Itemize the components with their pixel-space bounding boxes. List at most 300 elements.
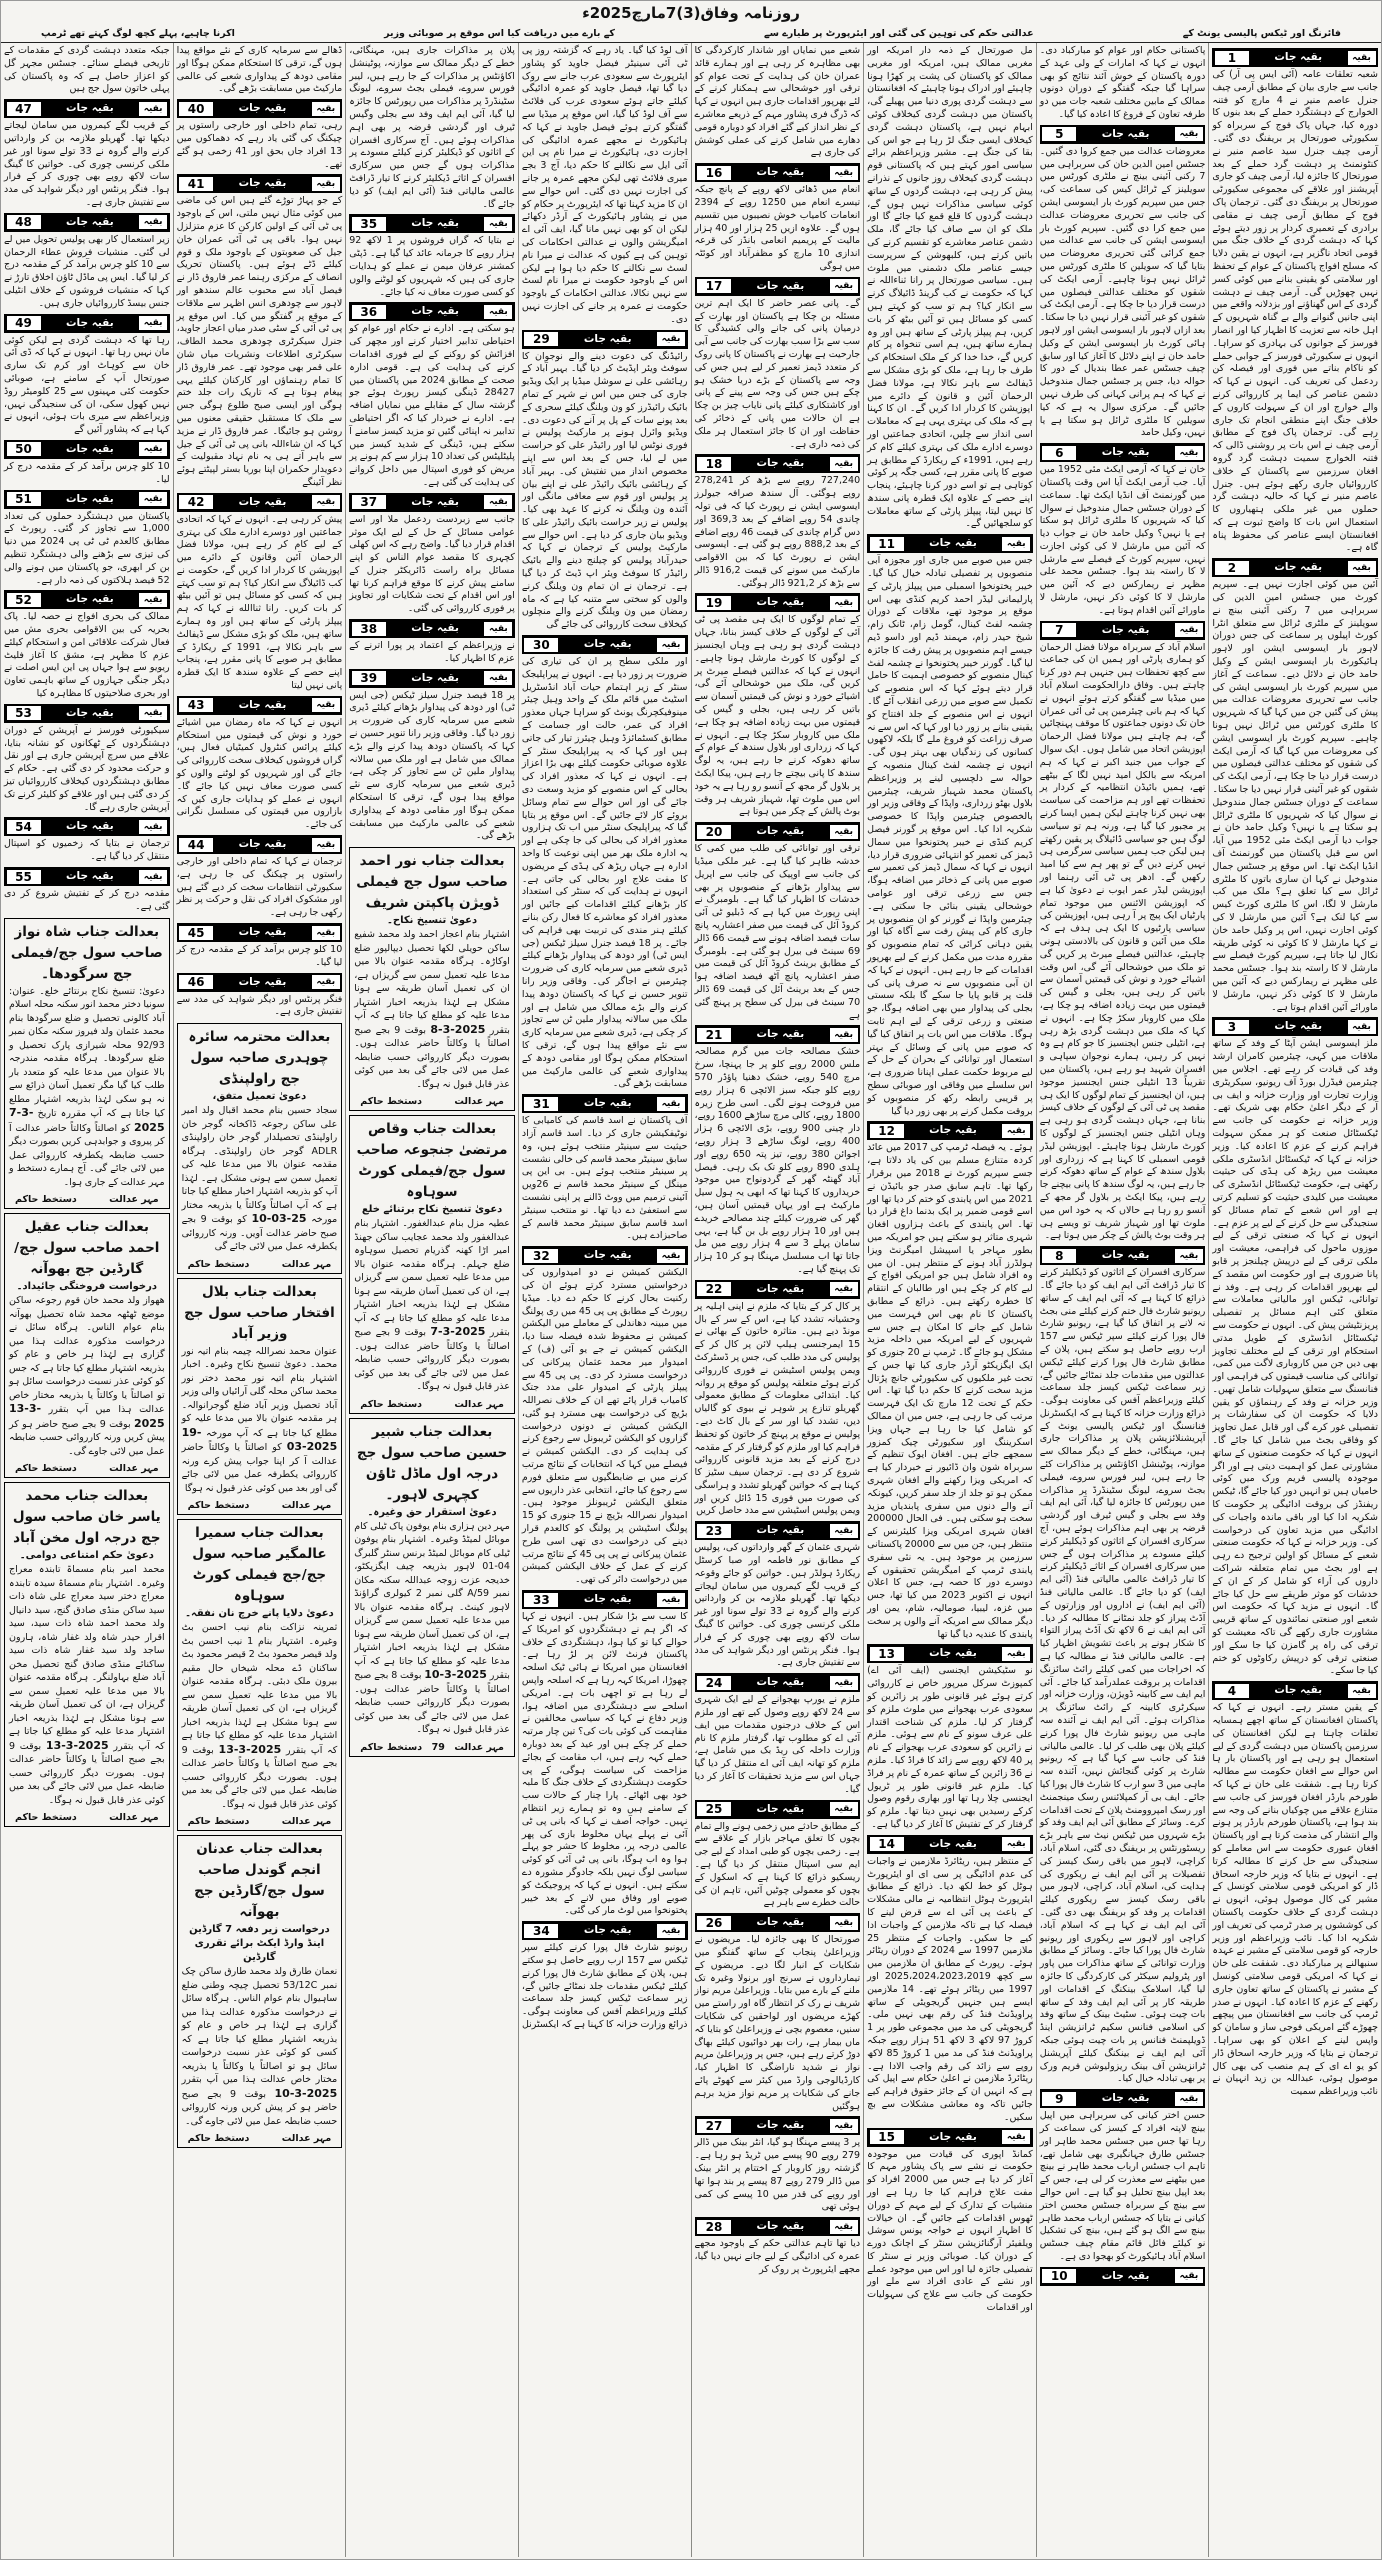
continuation-block-header	[349, 214, 515, 233]
continuation-block-header	[4, 440, 170, 459]
court-seal-label: مہر عدالت	[281, 1816, 332, 1828]
story-text: آئین میں کوئی اجازت نہیں ہے۔ سپریم کورٹ میں جسٹس امین الدین کی سربراہی میں 7 رکنی آئینی بینچ نے سویلینز کے ملٹری ٹرائل سے متعلق انٹرا کورٹ اپیلوں پر سماعت کی جس دوران لاہور بار ایسوسی ایشن اور لاہور ہائیکورٹ بار ایسوسی ایشن کے وکیل حامد خان نے دلائل دیے۔ سماعت کے آغاز میں سپریم کورٹ بار ایسوسی ایشن کی جانب سے تحریری معروضات عدالت میں پیش کی گئیں جن میں کہا گیا کہ شہریوں کا ملٹری کورٹس میں ٹرائل نہیں ہونا چاہیے۔ سپریم کورٹ بار ایسوسی ایشن کی معروضات میں کہا گیا کہ آرمی ایکٹ کی شقوں کو مختلف عدالتی فیصلوں میں درست قرار دیا جا چکا ہے، آرمی ایکٹ کی شقوں کو غیر آئینی قرار نہیں دیا جا سکتا۔ سماعت کے دوران جسٹس جمال مندوخیل نے سوال کیا کہ شہریوں کا ملٹری ٹرائل ہو سکتا ہے یا نہیں؟ وکیل حامد خان نے جواب دیا آرمی ایکٹ مئی 1952 میں آیا، اس سے قبل پاکستان میں گورنمنٹ آف انڈیا ایکٹ تھا۔ اس موقع پر جسٹس جمال مندوخیل نے کہا ان ساری باتوں کا ملٹری ٹرائل سے کیا تعلق ہے؟ ملک میں کب مارشل لا لگا، اس کا ملٹری کورٹ کیس سے کیا لنک ہے؟ آئین میں مارشل لا کی کوئی اجازت نہیں، اس پر وکیل حامد خان نے کہا مارشل لا کا کوئی نہ کوئی طریقہ نکال لیا جاتا ہے، سپریم کورٹ فیصلے سے مارشل لا کا راستہ بند ہوا۔ جسٹس محمد علی مظہر نے ریمارکس دیے کہ آئین میں مارشل لا کا کوئی ذکر نہیں، مارشل لا ماورائے آئین اقدام ہوتا ہے۔	[1212, 579, 1378, 1013]
story-text: سیکیورٹی فورسز نے آپریشن کے دوران دہشتگردوں کے ٹھکانوں کو نشانہ بنایا، علاقے میں سرچ آپریشن جاری ہے اور نقل و حرکت محدود کر دی گئی ہے۔ حکام کے مطابق دہشتگردوں کیخلاف کارروائیاں تیز کر دی گئی ہیں اور علاقے کو کلیئر کرنے تک آپریشن جاری رہے گا۔	[4, 724, 170, 813]
strip-fragment-2: عدالتی حکم کی توہین کی گئی اور ایئرپورٹ پر طیارے سے	[764, 28, 1034, 39]
court-notice-footer	[354, 1742, 510, 1753]
story-text: نو سٹیکیشن ایجنسی (ایف آئی اے) کمپوزٹ سرکل میرپور خاص نے کارروائی کرتے ہوئے غیر قانونی طور پر زائرین کو سعودی عرب بھجوانے میں ملوث ملزم کو گرفتار کر لیا۔ ملزم کی شناخت اقتدار علی عرف سونو کے نام سے ہوئی۔ ملزم نے زائرین کو سعودی عرب بھجوانے کے نام پر 40 لاکھ روپے سے زائد کا فراڈ کیا۔ ملزم نے 36 زائرین کے ساتھ عمرہ کے نام پر فراڈ کیا۔ ملزم غیر قانونی طور پر ٹریول ایجنسی چلا رہا تھا اور بھاری رقوم وصول کرکے رسیدیں بھی نہیں دیتا تھا۔ ملزم کو گرفتار کر کے تفتیش کا آغاز کر دیا گیا ہے۔	[867, 1665, 1033, 1830]
continuation-block-header	[695, 1673, 861, 1692]
court-notice-body: عنوان محمد نصراللہ چیمہ بنام اتیہ نور محمد۔ دعویٰ تنسیخ نکاح وغیرہ۔ اخبار اشتہار بنام اتیہ نور محمد دختر نور محمد ساکن محلہ گلی آرائیاں والی وزیر آباد تحصیل وزیر آباد ضلع گوجرانوالہ۔ ہر مقدمہ عنوان بالا میں مدعا علیہ کو مطلع کیا جاتا ہے کہ آپ مورخہ 19-03-2025 کو اصالتاً یا وکالتاً حاضر عدالت آ کر اپنا جواب پیش کرے ورنہ کارروائی یکطرفہ عمل میں لائی جائے گی اور بعد میں کوئی عذر قبول نہ ہوگا	[181, 1345, 338, 1494]
court-notice	[349, 1418, 515, 1757]
block-number: 16	[696, 165, 732, 181]
baqia-tag: بقیہ	[483, 670, 513, 686]
baqia-tag: بقیہ	[138, 491, 168, 507]
story-text: خان نے کہا کہ آرمی ایکٹ مئی 1952 میں آیا۔ جب آرمی ایکٹ آیا اس وقت پاکستان میں گورنمنٹ آف انڈیا ایکٹ تھا۔ سماعت کے دوران جسٹس جمال مندوخیل نے سوال کیا کہ شہریوں کا ملٹری ٹرائل ہو سکتا ہے یا نہیں؟ وکیل حامد خان نے جواب دیا کہ آئین میں مارشل لا کی کوئی اجازت نہیں، سپریم کورٹ کے فیصلے سے مارشل لا کا راستہ بند ہوا۔ جسٹس محمد علی مظہر نے ریمارکس دیے کہ آئین میں مارشل لا کا کوئی ذکر نہیں، مارشل لا ماورائے آئین اقدام ہوتا ہے۔	[1039, 464, 1206, 616]
baqiajaat-label: بقیہ جات	[1274, 51, 1323, 63]
continuation-block-header	[522, 1094, 688, 1113]
story-text: خشک مصالحہ جات میں گرم مصالحہ ملس 2000 روپے کلو پر جا پہنچا، سرخ مرچ 540 روپے، خشک دھنیا پاؤڈر 570 روپے کلو جبکہ سبز الائچی 6 ہزار روپے میں فروخت ہونے لگی۔ اسی طرح زیرہ 1800 روپے، کالی مرچ ساڑھے 1600 روپے، دار چینی 900 روپے، بڑی الائچی 6 ہزار 400 روپے، لونگ ساڑھے 3 ہزار روپے، اجوائن 380 روپے، تیز پتہ 650 روپے اور ہلدی 890 روپے کلو تک بک رہی۔ فیصل آباد گھنٹہ گھر کے گردونواح میں موجود خریداروں کا کہنا تھا کہ ابھی یہ ہول سیل مارکیٹ ہے اور یہاں قیمتیں آسان ہیں، گھر کی ضرورت کیلئے چند مصالحے خریدے ہیں اور 10 ہزار روپے بل بن گیا ہے، یہی سامان پہلے 3 سے 4 ہزار روپے میں مل جاتا تھا اب مسلسل مہنگا ہو کر 10 ہزار تک پہنچ گیا ہے۔	[694, 1046, 861, 1275]
continuation-block-header	[1212, 1017, 1378, 1036]
baqiajaat-label: بقیہ جات	[756, 1676, 805, 1689]
baqia-tag: بقیہ	[311, 494, 341, 510]
story-text: ملزم نے یورپ بھجوانے کے لیے ایک شہری سے 24 لاکھ روپے وصول کیے تھے اور ملزم اس کے خلاف درجنوں مقدمات میں ایف آئی اے کو مطلوب تھا، گرفتار ملزم کا نام وزارت داخلہ کی ریڈ بک میں شامل ہے، ملزم کو تھانہ ایف آئی اے منتقل کر دیا گیا جہاں اس سے مزید تحقیقات کا آغاز کر دیا گیا۔	[694, 1694, 861, 1795]
continuation-block-header	[4, 99, 170, 118]
block-number: 6	[1041, 445, 1077, 461]
baqia-tag: بقیہ	[829, 595, 859, 611]
block-number: 29	[523, 331, 559, 347]
baqiajaat-label: بقیہ جات	[929, 1837, 977, 1850]
story-text: کے تمام لوگوں کا ایک ہی مقصد پی ٹی آئی کے لوگوں کے خلاف کیسز بنانا، جہاں دہشت گردی ہو رہی ہے وہاں ایجنسیز کے لوگوں کا کورٹ مارشل ہونا چاہیے۔ انہوں نے کہا کہ عدالتیں فیصلے میرٹ پر کریں گی، ملک میں خوشحالی آئے گی، اشیائے خورد و نوش کی قیمتیں آسمان سے باتیں کر رہی ہیں، بجلی و گیس کی قیمتوں میں بہت زیادہ اضافہ ہو چکا ہے، ملک میں کاروبار سکڑ چکا ہے۔ انہوں نے کہا کہ زرداری اور بلاول سندھ کے عوام کے ساتھ دھوکہ کرنے جا رہے ہیں، یہ لوگ سندھ کا پانی بیچتے جا رہے ہیں، پیکا ایکٹ پر بلاول گر مجھ کے آنسو رو رہا ہے یہ خود اس میں ملوث تھا، شہباز شریف ہر وقت بوٹ پالش کے چکر میں ہوتا ہے	[694, 614, 861, 818]
baqia-tag: بقیہ	[829, 278, 859, 294]
story-text: اور ملکی سطح پر ان کی تیاری کی ضرورت پر زور دیا ہے۔ انہوں نے پیراپلیجک سنٹر کے زیر اہتمام حیات آباد انڈسٹریل اسٹیٹ میں قائم ملک کے واحد وہیل چیئر مینوفیکچرنگ یونٹ کو سراہا جہاں معذور افراد کی عمر، حالت اور جسامت کے مطابق کسٹمائزڈ وہیل چیئرز تیار کی جاتی ہیں اور کہا کہ یہ پیراپلیجک سنٹر کے علاوہ صوبائی حکومت کیلئے بھی بڑا اعزاز ہے۔ انہوں نے کہا کہ معذور افراد کی بحالی کے اس منصوبے کو مزید وسعت دی جائے گی اور اس حوالے سے تمام وسائل بروئے کار لائے جائیں گے۔ اس موقع پر بتایا گیا کہ پیراپلیجک سنٹر میں اب تک ہزاروں معذور افراد کی بحالی کی جا چکی ہے اور یہ ادارہ ملک بھر میں اپنی نوعیت کا واحد ادارہ ہے جہاں ریڑھ کی ہڈی کے مریضوں کا مفت علاج اور بحالی کی جاتی ہے۔ انہوں نے ہدایت کی کہ سنٹر کی استعداد کار بڑھانے کیلئے اقدامات کیے جائیں اور معذور افراد کو معاشرے کا فعال رکن بنانے کیلئے ہنر مندی کی تربیت بھی فراہم کی جائے۔ پر 18 فیصد جنرل سیلز ٹیکس (جی ایس ٹی) اور دودھ کی پیداوار بڑھانے کیلئے ڈیری شعبے میں سرمایہ کاری کی ضرورت چیئرمین نے اجاگر کی۔ وفاقی وزیر رانا تنویر حسین نے کہا کہ پاکستان دودھ پیدا کرنے والے بڑے ممالک میں شامل ہے اور ملک میں سالانہ پیداوار ملین ٹن سے تجاوز کر چکی ہے، ڈیری شعبے میں سرمایہ کاری سے نئے مواقع پیدا ہوں گے، ترقی کا استحکام ممکن ہوگا اور مقامی دودھ کے پیداواری شعبے کی عالمی مارکیٹ میں مسابقت بڑھے گی۔	[521, 656, 688, 1090]
block-number: 12	[869, 1123, 905, 1139]
block-number: 17	[696, 278, 732, 294]
baqiajaat-label: بقیہ جات	[583, 1249, 632, 1262]
baqia-tag: بقیہ	[656, 331, 686, 347]
story-text: نے بتایا کہ گراں فروشوں پر 1 لاکھ 92 ہزار روپے کا جرمانہ عائد کیا گیا ہے۔ ڈپٹی کمشنر عرفان میمن نے عملے کو ہدایات جاری کی ہیں کہ شہریوں کو لوٹنے والوں کو کسی صورت معاف نہ کیا جائے۔	[349, 235, 515, 298]
baqia-tag: بقیہ	[1174, 2268, 1204, 2284]
continuation-block-header	[695, 822, 861, 841]
continuation-block-header	[177, 493, 343, 512]
court-notice-footer	[354, 1399, 510, 1410]
court-notice-header: بعدالت جناب وقاص مرتضیٰ جنجوعہ صاحب سول جج/فیملی کورٹ سوہاوہ	[356, 1121, 508, 1201]
baqia-tag: بقیہ	[483, 494, 513, 510]
baqiajaat-label: بقیہ جات	[929, 1124, 977, 1137]
court-sign-label: دستخط حاکم	[360, 1096, 423, 1108]
continuation-block-header	[867, 1835, 1033, 1854]
story-text: معروضات عدالت میں جمع کروا دی گئیں۔ جسٹس امین الدین خان کی سربراہی میں 7 رکنی آئینی بینچ نے ملٹری کورٹس میں سویلینز کے ٹرائل کیس کی سماعت کی، جس میں سپریم کورٹ بار ایسوسی ایشن کی جانب سے تحریری معروضات عدالت میں جمع کرا دی گئیں۔ سپریم کورٹ بار ایسوسی ایشن کی جانب سے عدالت میں جمع کرائی گئی تحریری معروضات میں بتایا گیا کہ سویلین کا ملٹری کورٹس میں ٹرائل نہیں ہونا چاہیے۔ آرمی ایکٹ کی شقوں کو مختلف عدالتی فیصلوں میں درست قرار دیا جا چکا ہے۔ آرمی ایکٹ کی شقوں کو غیر آئینی قرار نہیں دیا جا سکتا۔ بعد ازاں لاہور بار ایسوسی ایشن اور لاہور ہائی کورٹ بار ایسوسی ایشن کے وکیل حامد خان نے اپنے دلائل کا آغاز کیا اور سابق چیف جسٹس عمر عطا بندیال کے دور کا حوالہ دیا، جس پر جسٹس جمال مندوخیل نے کہا کہ ہم پرانی کہانی کی طرف نہیں جائیں گے۔ مرکزی سوال یہ ہے کہ کیا سویلین کا ملٹری ٹرائل ہو سکتا ہے یا نہیں، وکیل حامد	[1039, 145, 1206, 439]
baqia-tag: بقیہ	[1347, 560, 1377, 576]
court-notice	[177, 1835, 343, 2148]
block-number: 40	[178, 101, 214, 117]
court-notice-body: ثمرینہ نزاکت بنام نیب احسن بٹ وغیرہ۔ اشتہار بنام 1 نیب احسن بٹ ولد قیصر محمود بٹ 2 قیصر محمود بٹ ساکنان ڈے محلہ شیخاں حال مقیم بیرون ملک دبئی۔ ہرگاہ مقدمہ عنوان بالا میں مدعا علیہ تعمیل سمن سے گریزاں ہے، ان کی تعمیل آسان طریقہ سے ہونا مشکل ہے لہٰذا بذریعہ اخبار اشتہار مدعا علیہ کو مطلع کیا جاتا ہے کہ آپ بتقرر 13-3-2025 بوقت 9 بجے صبح اصالتاً یا وکالتاً حاضر عدالت ہوں۔ بصورت دیگر کارروائی حسب ضابطہ عمل میں لائی جائے گی بعد میں کوئی عذر قابل قبول نہ ہوگا۔	[181, 1622, 338, 1810]
continuation-text: آف لوڈ کیا گیا۔ یاد رہے کہ گزشتہ روز پی ٹی آئی سینیٹر فیصل جاوید کو پشاور ایئرپورٹ سے سعودی عرب جانے سے روک دیا گیا تھا، فیصل جاوید کو عمرہ ادائیگی کیلئے جاتے ہوئے سعودی عرب کی فلائٹ سے آف لوڈ کیا گیا، اس موقع پر میڈیا سے گفتگو کرتے ہوئے فیصل جاوید نے کہا کہ ہائیکورٹ نے مجھے عمرہ ادائیگی کی اجازت دی، ہائیکورٹ نے میرا نام پی این آئی ایل سے نکالنے کا حکم دیا، آج 3 بجے میری فلائٹ تھی لیکن مجھے عمرہ پر جانے کی اجازت نہیں دی گئی۔ اس حوالے سے ان کا مزید کہنا تھا کہ ایئرپورٹ پر حکام کو میں نے پشاور ہائیکورٹ کے آرڈر دکھائے لیکن ان کو بھی نہیں مانا گیا، ایف آئی اے امیگریشن والوں نے عدالتی احکامات کی توہین کی ہے کیوں کہ عدالت نے میرا نام لسٹ سے نکالنے کا حکم دیا ہوا ہے لیکن اس کے باوجود حکومت نے میرا نام لسٹ سے نہیں نکالا، عدالتی احکامات کے باوجود حکومت نے عمرہ پر جانے کی اجازت نہیں دی۔	[521, 45, 688, 325]
continuation-block-header	[522, 1921, 688, 1940]
court-notice-footer	[182, 1259, 338, 1270]
continuation-block-header	[1040, 621, 1206, 640]
continuation-block-header	[867, 1121, 1033, 1140]
continuation-block-header	[695, 277, 861, 296]
strip-fragment-4: اکرنا چاہیے، پہلے کچھ لوگ کہتے تھے ٹرمپ	[41, 28, 235, 39]
baqiajaat-label: بقیہ جات	[411, 671, 459, 684]
baqiajaat-label: بقیہ جات	[411, 495, 459, 508]
baqiajaat-label: بقیہ جات	[756, 1028, 805, 1041]
court-seal-label: مہر عدالت	[109, 1812, 159, 1824]
notice-date: 13-3-2025	[218, 1742, 282, 1756]
baqia-tag: بقیہ	[138, 705, 168, 721]
court-notice-subheader: درخواست زیر دفعہ 7 گارڈین اینڈ وارڈ ایکٹ برائے تقرری گارڈین	[189, 1924, 330, 1964]
continuation-block-header	[349, 619, 515, 638]
top-continuation-strip	[1, 25, 1381, 43]
story-text: شعبہ تعلقات عامہ (آئی ایس پی آر) کی جانب سے جاری بیان کے مطابق آرمی چیف جنرل عاصم منیر نے 4 مارچ کو فتنہ الخوارج کے دہشتگرد حملے کے بعد بنوں کا دورہ کیا، جہاں پاک فوج کے سربراہ کو سکیورٹی صورتحال پر بریفنگ دی گئی۔ آرمی چیف جنرل سید عاصم منیر نے کنٹونمنٹ پر دہشت گرد حملے کے بعد صورتحال کا جائزہ لیا، آرمی چیف کو جاری آپریشنز اور علاقے کی مجموعی سکیورٹی صورتحال پر بریفنگ دی گئی۔ ترجمان پاک فوج کے مطابق آرمی چیف نے مقامی برادری کے تعمیری کردار پر زور دیتے ہوئے کہا کہ دہشت گردی کے خلاف جنگ میں قومی اتحاد ناگزیر ہے، انہوں نے یقین دلایا کہ مسلح افواج پاکستان کے عوام کے تحفظ اور سلامتی کو یقینی بنانے میں کوئی کسر نہیں چھوڑیں گی۔ آرمی چیف نے دہشت گردی کے اس گھناؤنے اور بزدلانہ واقعے میں اپنی جانیں گنوانے والے بے گناہ شہریوں کے اہل خانہ سے تعزیت کا اظہار کیا اور انصار فورسز کے جوانوں کی بہادری کو سراہا۔ انہوں نے سکیورٹی فورسز کے جوابی حملے کو ناکام بناتے میں فوری اور فیصلہ کن ردعمل کی تعریف کی۔ انہوں نے کہا کہ دشمن عناصر کی ایما پر کارروائی کرنے والے خوارج اور ان کے سہولت کاروں کے خلاف جنگ اپنے منطقی انجام تک جاری رہے گی۔ ترجمان پاک فوج کے مطابق آرمی چیف نے اس بات پر روشنی ڈالی کہ فتنہ الخوارج سمیت دہشت گرد گروہ افغان سرزمین سے پاکستان کے خلاف کارروائیاں جاری رکھے ہوئے ہیں۔ جنرل عاصم منیر نے کہا کہ حالیہ دہشت گرد حملوں میں غیر ملکی ہتھیاروں کا استعمال اس بات کا واضح ثبوت ہے کہ افغانستان ایسے عناصر کی محفوظ پناہ گاہ ہے۔	[1212, 69, 1378, 554]
baqia-tag: بقیہ	[1001, 1646, 1031, 1662]
block-number: 27	[696, 2118, 732, 2134]
block-number: 32	[523, 1248, 559, 1264]
baqiajaat-label: بقیہ جات	[1274, 561, 1323, 574]
block-number: 14	[869, 1836, 905, 1852]
continuation-text: جبکہ متعدد دہشت گردی کے مقدمات کے تاریخی فیصلے سنائے۔ جسٹس مجہر گل کو اعزاز حاصل ہے کہ وہ پاکستان کی پہلی خاتون سول جج ہیں	[4, 45, 170, 95]
block-number: 39	[351, 670, 387, 686]
baqia-tag: بقیہ	[311, 925, 341, 941]
story-text: پیش کر رہی ہے۔ انہوں نے کہا کہ اتحادی جماعتیں اور دوسرے ادارے ملک کی بہتری کے لیے کام کر رہے ہیں، مولانا فضل الرحمان آئین وقانون کے دائرے میں اپوزیشن کا کردار ادا کریں گے، حکومت نے کب ڈائیلاگ سے انکار کیا؟ ہم تو سب کہتے ہیں کہ کسی کو مسائل ہیں تو آئیں بیٹھ کر بات کریں۔ رانا ثناالله نے کہا کہ ہم پیپلز پارٹی کے ساتھ ہیں اور وہ ہمارے ساتھ ہیں، ملک کو بڑی مشکل سے ڈیفالٹ سے باہر نکالا ہے، 1991 کے ریکارڈ کے مطابق ہر صوبے کا پانی مقرر ہے، پنجاب اپنے حصے کے علاوہ سندھ کا ایک قطرہ پانی نہیں لیتا	[176, 513, 343, 692]
court-notice	[177, 1278, 343, 1516]
continuation-block-header	[1040, 2267, 1206, 2286]
continuation-block-header	[867, 1644, 1033, 1663]
block-number: 41	[178, 176, 214, 192]
court-notice-footer	[182, 1816, 338, 1827]
baqia-tag: بقیہ	[311, 837, 341, 853]
block-number: 31	[523, 1096, 559, 1112]
court-sign-label: دستخط حاکم	[187, 1816, 250, 1828]
baqia-tag: بقیہ	[1174, 1248, 1204, 1264]
continuation-block-header	[177, 174, 343, 193]
baqiajaat-label: بقیہ جات	[65, 316, 114, 329]
court-sign-label: دستخط حاکم	[15, 1194, 77, 1206]
baqiajaat-label: بقیہ جات	[756, 1802, 805, 1815]
court-notice-footer	[354, 1096, 510, 1107]
baqiajaat-label: بقیہ جات	[1101, 623, 1150, 636]
continuation-block-header	[695, 1913, 861, 1932]
block-number: 26	[696, 1915, 732, 1931]
block-number: 24	[696, 1675, 732, 1691]
continuation-block-header	[177, 923, 343, 942]
baqia-tag: بقیہ	[483, 621, 513, 637]
continuation-block-header	[867, 534, 1033, 553]
baqia-tag: بقیہ	[656, 1248, 686, 1264]
block-number: 37	[351, 494, 387, 510]
story-text: حسن اختر کیانی کی سربراہی میں اپیل بینچ لاپتہ افراد کے کیسز کی سماعت کر رہا تھا جس میں جسٹس محمد طاہر اور جسٹس طارق جہانگیری بھی شامل تھے، تاہم اب جسٹس ارباب محمد طاہر نے بینچ میں بیٹھنے سے معذرت کر لی ہے، جس کے بعد اپیل بینچ تحلیل ہو گیا ہے۔ اس حوالے سے بینچ کے سربراہ جسٹس محسن اختر کیانی نے بتایا کہ جسٹس ارباب محمد طاہر بینچ سے الگ ہو گئے ہیں، بینچ کی تشکیل نو کیلئے فائل قائم مقام چیف جسٹس اسلام آباد ہائیکورٹ کو بھجوا دی ہے۔	[1039, 2110, 1206, 2262]
court-notice	[349, 1115, 515, 1414]
baqia-tag: بقیہ	[311, 974, 341, 990]
story-text: کے جو پہاڑ توڑے گئے ہیں اس کی ماضی میں کوئی مثال نہیں ملتی، اس کے باوجود پی ٹی آئی کے اولین کارکن کا عزم متزلزل نہیں ہوا۔ باقی پی ٹی آئی عمران خان جیل کی صعوبتوں کے باوجود ملک و قوم کیلئے ڈٹے ہوئے ہیں۔ پاکستان تحریک انصاف کے مرکزی رہنما عمر فاروق ڈار نے فیصل آباد سے محبوب عالم سندھو اور لاہور سے چودھری انس اظہر سے ملاقات کے موقع پر گفتگو میں کیا۔ اس موقع پر پی ٹی آئی کے سٹی صدر میاں اعجاز جاوید، جنرل سیکرٹری چودھری محمد الطاف، سیکرٹری اطلاعات ونشریات میاں شان علی قمر بھی موجود تھے۔ عمر فاروق ڈار کا تمام رہنماؤں اور کارکنان کیلئے یہی پیغام ہوتا ہے کہ تاریک رات جلد ختم ہوگی اور ایسی صبح طلوع ہوگی جس سے ملک کا مستقبل حقیقی معنوں میں روشن ہو جائیگا۔ عمر فاروق ڈار نے مزید کہا کہ ان شاءاللہ بانی پی ٹی آئی کے جیل سے باہر آتے ہی یہ نام نہاد مقبولیت کے دعویدار حکمران اپنا بوریا بستر لپیٹتے ہوئے نظر آئینگے	[176, 195, 343, 488]
baqiajaat-label: بقیہ جات	[756, 2119, 805, 2132]
baqia-tag: بقیہ	[1001, 1123, 1031, 1139]
court-notice-body: عطیہ مزل بنام عبدالغفور۔ اشتہار بنام عبدالغفور ولد محمد عجایب ساکن جھنڈ امیر اڑا کھنہ گذریام تحصیل سوہاوہ ضلع جہلم۔ ہرگاہ مقدمہ عنوان بالا میں مدعا علیہ تعمیل سمن سے گریزاں ہے، ان کی تعمیل آسان طریقہ سے ہونا مشکل ہے لہٰذا بذریعہ اخبار اشتہار مدعا علیہ کو مطلع کیا جاتا ہے کہ آپ بتقرر 7-3-2025 بوقت 9 بجے صبح اصالتاً یا وکالتاً حاضر عدالت ہوں۔ بصورت دیگر کارروائی حسب ضابطہ عمل میں لائی جائے گی بعد میں کوئی عذر قابل قبول نہ ہوگا۔	[354, 1218, 510, 1393]
baqiajaat-label: بقیہ جات	[238, 102, 287, 115]
baqia-tag: بقیہ	[829, 456, 859, 472]
baqiajaat-label: بقیہ جات	[756, 2220, 805, 2233]
block-number: 50	[6, 441, 42, 457]
story-text: سرکاری افسران کے اثاثوں کو ڈیکلیئر کرنے کا تیار ڈرافٹ آئی ایم ایف کو دیا جائے گا۔ ذرائع کا کہنا ہے کہ آئی ایم ایف کے ساتھ ریونیو شارٹ فال ختم کرنے کیلئے منی بجٹ نہ لانے پر اتفاق کیا گیا ہے، ریونیو شارٹ فال پورا کرنے کیلئے سپر ٹیکس سے 157 ارب روپے حاصل ہو سکتے ہیں، پلان کے مطابق شارٹ فال پورا کرنے کیلئے ٹیکس عدالتوں میں مقدمات جلد نمٹائے جائیں گے، زیر سماعت ٹیکس کیسز جلد سماعت کیلئے وزیراعظم آفس کی معاونت ہوگی۔ ذرائع وزارت خزانہ کا کہنا ہے کہ ایکسٹرنل فنانسنگ اور ٹیکس پالیسی یونٹ کے آپریشنلائزیشن پلان پر مذاکرات جاری ہیں، مہنگائی، خطے کے دیگر ممالک سے موازنہ، پوٹینشل اکاؤنٹس پر مذاکرات کئے جا رہے ہیں، لیبر فورس سروے، فیملی بجٹ سروے، لیونگ سٹینڈرڈ پر مذاکرات میں رپورٹس کا جائزہ لیا گیا، آئی ایم ایف وفد سے بجلی و گیس ٹیرف اور گردشی قرضہ پر بھی اہم مذاکرات ہوئے ہیں، آج سرکاری افسران کے اثاثوں کو ڈیکلیئر کرنے کیلئے مسودے پر مذاکرات ہوں گے جس میں سرکاری افسران کے اثاثے ڈیکلیئر کرنے کا تیار ڈرافٹ عالمی مالیاتی فنڈ (آئی ایم ایف) کو دیا جائے گا۔ عالمی مالیاتی فنڈ (آئی ایم ایف) نے اداروں اور وزارتوں کے آڈٹ پیراز کو جلد نمٹانے کا مطالبہ کر دیا۔ آئی ایم ایف نے 6 لاکھ تک آڈٹ پیراز التواء کا شکار ہونے پر باعث تشویش اظہار کیا ہے۔ عالمی مالیاتی فنڈ نے مطالبہ کیا ہے کہ اخراجات میں کمی کیلئے رائٹ سائزنگ اقدامات پر بروقت عملدرآمد کیا جائے۔ آئی ایم ایف سے کابینہ ڈویژن، وزارت خزانہ اور سیکرٹری کابینہ کے رائٹ سائزنگ پر مذاکرات ہوئے۔ آئی ایم ایف نے آئندہ سہ ماہی میں ریونیو شارٹ فال پورا کرنے کیلئے پلان بھی طلب کر لیا۔ عالمی مالیاتی فنڈ کی جانب سے کہا گیا ہے کہ ریونیو شارٹ پر کوئی گنجائش نہیں، آئندہ سہ ماہی میں 3 سو ارب کا شارٹ فال پورا کیا جائے۔ ایف بی آر کمپلائنس رسک مینجمنٹ اور رسک امپروومنٹ پلان کے تحت اقدامات کرے۔ وسائز کے مطابق آئی ایم ایف وفد کو بڑے شہروں میں ٹیکس نیٹ سے باہر بڑے ریسٹورنٹس پر بریفنگ دی گئی، اسلام آباد، کراچی، لاہور میں باقی رسک کیسز کی تفصیلات پر آئی ایم ایف نے ریکوری کی ہدایت کی، اسلام آباد، کراچی، لاہور میں باقی رسک کیسز سے ریکوری کیلئے اقدامات پر وفد کو بریفنگ بھی دی گئی۔ آئی ایم ایف نے کہا ہے کہ اسلام آباد، کراچی اور لاہور سے ریکوری اور ریونیو شارٹ فال پورا کیا جائے۔ وسائز کے مطابق وزارت توانائی کے ساتھ مذاکرات میں پاور اور پٹرولیم سیکٹر کی کارکردگی کا جائزہ لیا گیا، اسلامک بینکنگ کے اقدامات اور طریقہ کار پر آئی ایم ایف وفد کے ساتھ بات چیت ہوئی۔ سٹیٹ بینک کے ساتھ وفد کی اسلامی فنانس سکیم ٹرانزیشن اینڈ ڈویلپمنٹ فنانس پر بات چیت ہوئی جبکہ آئی ایم ایف نے بینکنگ کیلئے آپریشنل ٹرانزیشن آف بینک ریزولیوشن فریم ورک پر بھی تبادلہ خیال کیا۔	[1039, 1267, 1206, 2085]
court-notice-subheader: دعویٰ تنسیخ نکاح۔	[387, 915, 478, 927]
baqiajaat-label: بقیہ جات	[65, 820, 114, 833]
baqiajaat-label: بقیہ جات	[1101, 446, 1150, 459]
baqiajaat-label: بقیہ جات	[1101, 1249, 1150, 1262]
baqiajaat-label: بقیہ جات	[929, 537, 977, 550]
continuation-block-header	[1040, 1246, 1206, 1265]
court-notice-body: ھھواز ولد محمد خان قوم رجوعہ ساکن موضع ٹھٹھہ محمد شاہ تحصیل بھوآنہ بنام عوام الناس۔ ہرگاہ سائل نے درخواست مذکورہ عدالت ہذا میں گزاری ہے لہٰذا ہر خاص و عام کو بذریعہ اشتہار مطلع کیا جاتا ہے کہ جس کو کوئی عذر نسبت درخواست سائل ہو تو اصالتاً یا وکالتاً یا بذریعہ مختار خاص عدالت ہذا میں آپ بتقرر 13-3-2025 بوقت 9 بجے صبح حاضر ہو کر پیش کریں ورنہ کارروائی حسب ضابطہ عمل میں لائی جاوے گی۔	[9, 1295, 165, 1457]
block-number: 2	[1214, 560, 1250, 576]
baqiajaat-label: بقیہ جات	[65, 593, 114, 606]
story-text: گے۔ پانی عصر حاضر کا ایک اہم ترین مسئلہ بن چکا ہے پاکستان اور بھارت کے درمیان پانی کی جانے والی کشیدگی کا سب سے بڑا سبب بھارت کی جانب سے آبی جارحیت ہے بھارت نے پاکستان کا پانی روک کر متعدد ڈیمز تعمیر کر لیے ہیں جس کی وجہ سے پاکستان کے بڑے دریا خشک ہو چکے ہیں جس کی وجہ سے پینے کے پانی اور کاشتکاری کیلئے پانی نایاب چیز بن چکا ہے ان حالات میں پانی کے ذخائر کی حفاظت اور ان کا جائز استعمال ہر ملک کی ذمہ داری ہے۔	[694, 297, 861, 450]
court-sign-label: دستخط حاکم	[15, 1812, 77, 1824]
baqia-tag: بقیہ	[138, 315, 168, 331]
continuation-block-header	[1040, 2089, 1206, 2108]
continuation-block-header	[522, 1590, 688, 1609]
baqiajaat-label: بقیہ جات	[238, 926, 287, 939]
court-notice-number: 79	[431, 1741, 445, 1753]
baqiajaat-label: بقیہ جات	[1274, 1684, 1323, 1697]
baqia-tag: بقیہ	[1347, 1019, 1377, 1035]
continuation-block-header	[695, 1800, 861, 1819]
baqia-tag: بقیہ	[656, 637, 686, 653]
story-text: ریونیو شارٹ فال پورا کرنے کیلئے سپر ٹیکس سے 157 ارب روپے حاصل ہو سکتے ہیں، پلان کے مطابق شارٹ فال پورا کرنے کیلئے ٹیکس مقدمات جلد نمٹائے جائیں گے، زیر سماعت ٹیکس کیسز جلد سماعت کیلئے وزیراعظم آفس کی معاونت ہوگی۔ ذرائع وزارت خزانہ کا کہنا ہے کہ ایکسٹرنل	[521, 1942, 688, 2030]
story-text: جانب سے زبردست ردعمل ملا اور اسے عوامی مسائل کے حل کے لیے ایک موثر اقدام قرار دیا گیا۔ واضح رہے کہ اس کھلی کچہری کا مقصد عوام الناس کو اپنے مسائل براہ راست ڈائریکٹر جنرل کے سامنے پیش کرنے کا موقع فراہم کرنا تھا اور اس اقدام کے تحت شکایات اور تجاویز پر فوری کارروائی کی گئی۔	[349, 513, 515, 615]
continuation-block-header	[177, 696, 343, 715]
strip-fragment-1: فائرنگ اور ٹیکس پالیسی یونٹ کے	[1182, 28, 1341, 39]
baqia-tag: بقیہ	[829, 824, 859, 840]
story-text: ترقی اور توانائی کی طلب میں کمی کا خدشہ ظاہر کیا گیا ہے۔ غیر ملکی میڈیا کی جانب سے اوپیک کی جانب سے اپریل سے پیداوار بڑھانے کے منصوبوں پر بھی خدشات کا اظہار کیا گیا ہے۔ بلومبرگ نے اپنی رپورٹ میں کہا ہے کہ ڈبلیو ٹی آئی کروڈ آئل کی قیمت میں صفر اعشاریہ پانچ سات فیصد اضافہ ہونے سے قیمت 66 ڈالر 69 سینٹ فی بیرل ہو گئی ہے۔ بلومبرگ کے مطابق برینٹ کروڈ آئل کی قیمت میں صفر اعشاریہ پانچ آٹھ فیصد اضافہ ہوا جس کے بعد برینٹ آئل کی قیمت 69 ڈالر 70 سینٹ فی بیرل کی سطح پر پہنچ گئی ہے	[694, 843, 861, 1021]
story-text: رائیڈنگ کی دعوت دینے والے نوجوان کا سوفٹ ویئر اپڈیٹ کر دیا گیا۔ بہیر آباد کے رہائشی علی نے سوشل میڈیا پر ایک ویڈیو جاری کی جس میں اس نے شہر کے تمام بائیک رائیڈرز کو ون ویلنگ کیلئے سحری کے بعد پونے سات کے پل پر آنے کی دعوت دی۔ ویڈیو وائرل ہونے پر مارکیٹ پولیس نے فوری نوٹس لیا اور رائیڈر علی کو حراست میں لے لیا، جس کے بعد اس سے اپنے مخصوص انداز میں تفتیش کی۔ بہیر آباد کے رہائشی بائیک رائیڈر علی نے اپنے بیان پر پولیس اور قوم سے معافی مانگی اور آئندہ ون ویلنگ نہ کرنے کا عہد بھی کیا۔ پولیس نے زیر حراست بائیک رائیڈر علی کا ویڈیو بیان جاری کر دیا ہے۔ اس حوالے سے مارکیٹ پولیس کے ترجمان نے کہا کہ حیدرآباد پولیس کو چیلنج دینے والے بائیک رائیڈر کا سوفٹ ویئر اپ ڈیٹ کر دیا گیا ہے۔ ترجمان نے ان تمام ون ویلنگ کرنے والوں کو سختی سے متنبہ کیا ہے کہ ماہ رمضان میں ون ویلنگ کرنے والے منچلوں کیخلاف سخت کارروائی کی جائے گی	[521, 350, 688, 631]
baqia-tag: بقیہ	[1174, 445, 1204, 461]
baqiajaat-label: بقیہ جات	[411, 305, 459, 318]
baqia-tag: بقیہ	[829, 2219, 859, 2235]
court-sign-label: دستخط حاکم	[187, 1500, 250, 1512]
baqia-tag: بقیہ	[1001, 1836, 1031, 1852]
story-text: انعام میں ڈھائی لاکھ روپے کے پانچ جبکہ تیسرے انعام میں 1250 روپے کے 2394 انعامات کامیاب خوش نصیبوں میں تقسیم ہوں گے۔ علاوہ ازیں 25 ہزار اور 40 ہزار مالیت کے پریمیم انعامی بانڈز کی قرعہ اندازی 10 مارچ کو مظفرآباد اور کوئٹہ میں ہوگی	[694, 184, 861, 272]
story-text: کے قریب لگے کیمروں میں سامان لیجاتے دیکھا تھا۔ گھریلو ملازمہ بن کر وارداتیں کرنے والے گروہ نے 33 تولے سونا اور غیر ملکی کرنسی چوری کی۔ خواتین کا گینگ سات لاکھ روپے بھی چوری کر کے فرار ہوا۔ فنگر پرنٹس اور دیگر شواہد کی مدد سے تفتیش جاری ہے۔	[4, 120, 170, 208]
baqiajaat-label: بقیہ جات	[756, 279, 805, 292]
continuation-block-header	[867, 2128, 1033, 2147]
continuation-block-header	[695, 593, 861, 612]
block-number: 54	[6, 819, 42, 835]
block-number: 25	[696, 1801, 732, 1817]
newspaper-column-col-5	[691, 43, 864, 2557]
baqiajaat-label: بقیہ جات	[238, 177, 287, 190]
block-number: 13	[869, 1646, 905, 1662]
baqiajaat-label: بقیہ جات	[65, 706, 114, 719]
court-seal-label: مہر عدالت	[281, 1500, 332, 1512]
story-text: شہری عثمان کے گھر وارداتوں کی، پولیس کے مطابق نور فاطمہ اور صبا کرسٹل ریکارڈ ہولڈر ہیں۔ خواتین کو جائے وقوعہ کے قریب لگے کیمروں میں سامان لیجاتے دیکھا تھا۔ گھریلو ملازمہ بن کر وارداتیں کرنے والے گروہ نے 33 تولے سونا اور غیر ملکی کرنسی چوری کی۔ خواتین کا گینگ سات لاکھ روپے بھی چوری کر کے فرار ہوا۔ فنگر پرنٹس اور دیگر شواہد کی مدد سے تفتیش جاری ہے۔	[694, 1542, 861, 1669]
story-text: پاکستان میں دہشتگرد حملوں کی تعداد 1,000 سے تجاوز کر گئی۔ رپورٹ کے مطابق کالعدم ٹی ٹی پی 2024 میں دنیا کی تیزی سے بڑھنے والی دہشتگرد تنظیم بن کر ابھری، جو پاکستان میں ہونے والی 52 فیصد ہلاکتوں کی ذمہ دار ہے۔	[4, 510, 170, 586]
continuation-block-header	[4, 817, 170, 836]
baqia-tag: بقیہ	[1001, 2129, 1031, 2145]
court-notice-body: محمد امیر بنام مسماۃ تابندہ معراج وغیرہ۔ اشتہار بنام مسماۃ سیدہ تابندہ معراج دختر سید معراج علی شاہ ذات سید ساکن منڈی صادق گنج، سید دانیال ولد محمد احمد شاہ ذات سید، سید اقرار حیدر شاہ ولد غفار شاہ، ہارون ساجد ولد سید غفار شاہ ذات سید ساکنائے منڈی صادق گنج تحصیل مخن آباد ضلع بہاولنگر۔ ہرگاہ مقدمہ عنوان بالا میں مدعا علیہ تعمیل سمن سے گریزاں ہے، ان کی تعمیل آسان طریقہ سے ہونا مشکل ہے لہٰذا بذریعہ اخبار اشتہار مدعا علیہ کو مطلع کیا جاتا ہے کہ آپ بتقرر 13-3-2025 بوقت 9 بجے صبح اصالتاً یا وکالتاً حاضر عدالت ہوں۔ بصورت دیگر کارروائی حسب ضابطہ عمل میں لائی جائے گی بعد میں کوئی عذر قابل قبول نہ ہوگا۔	[9, 1564, 165, 1806]
story-text: کمانڈ اپوری کی قیادت میں موجودہ حکومت نے نشے سے پاک پشاور مہم کا آغاز کر دیا ہے جس میں 2000 افراد کو مفت علاج فراہم کیا جا رہا ہے اور منشیات کے تدارک کے لیے مہم کے دوران ٹھوس اقدامات کیے جائیں گے۔ ان خیالات کا اظہار انہوں نے خواجہ یونس سوشل ویلفیئر آرگنائزیشن سنٹر کے اچانک دورے کے دوران کیا۔ صوبائی وزیر نے سنٹر کا تفصیلی جائزہ لیا اور اس میں موجود عملے اور نشے کے عادی افراد سے ملے اور حکومت کی جانب سے علاج کی سہولیات اور اقدامات	[867, 2148, 1033, 2314]
baqiajaat-label: بقیہ جات	[411, 622, 459, 635]
block-number: 19	[696, 595, 732, 611]
block-number: 8	[1041, 1248, 1077, 1264]
block-number: 48	[6, 214, 42, 230]
story-text: ترجمان نے کہا کہ تمام داخلی اور خارجی راستوں پر چیکنگ کی جا رہی ہے، سکیورٹی انتظامات سخت کر دیے گئے ہیں اور مشکوک افراد کی نقل و حرکت پر نظر رکھی جا رہی ہے۔	[176, 856, 343, 919]
baqiajaat-label: بقیہ جات	[756, 1524, 805, 1537]
continuation-block-header	[1040, 125, 1206, 144]
court-notice-header: بعدالت جناب محمد یاسر خان صاحب سول جج درجہ اول مخن آباد	[12, 1488, 161, 1547]
newspaper-column-col-3	[345, 43, 518, 2557]
block-number: 42	[178, 494, 214, 510]
block-number: 34	[523, 1923, 559, 1939]
baqia-tag: بقیہ	[1347, 50, 1377, 66]
story-text: دیا تھا تاہم عدالتی حکم کے باوجود مجھے عمرہ کی ادائیگی کے لیے جانے نہیں دیا گیا، مجھے ایئرپورٹ پر روک کر	[694, 2238, 861, 2275]
notice-date: 19-03-2025	[181, 1425, 338, 1454]
court-seal-label: مہر عدالت	[109, 1194, 159, 1206]
newspaper-column-col-2	[173, 43, 346, 2557]
block-number: 20	[696, 824, 732, 840]
baqiajaat-label: بقیہ جات	[1101, 2092, 1150, 2105]
block-number: 43	[178, 697, 214, 713]
baqiajaat-label: بقیہ جات	[583, 332, 632, 345]
baqiajaat-label: بقیہ جات	[238, 975, 287, 988]
story-text: انہوں نے کہا کہ ماہ رمضان میں اشیائے خورد و نوش کی قیمتوں میں استحکام کیلئے پرائس کنٹرول کمیٹیاں فعال ہیں، گراں فروشوں کیخلاف سخت کارروائی کی جائے گی اور شہریوں کو لوٹنے والوں کو کسی صورت معاف نہیں کیا جائے گا۔ انہوں نے عملے کو ہدایات جاری کیں کہ بازاروں میں قیمتوں کی مسلسل نگرانی کی جائے۔	[176, 716, 343, 831]
notice-date: 7-3-2025	[9, 1106, 165, 1134]
block-number: 47	[6, 101, 42, 117]
court-sign-label: دستخط حاکم	[360, 1398, 423, 1410]
baqia-tag: بقیہ	[1174, 2091, 1204, 2107]
continuation-text: مل صورتحال کے ذمہ دار امریکہ اور مغربی ممالک ہیں، امریکہ اور مغربی ممالک کو پاکستان کی پشت پر کھڑا ہونا چاہیئے اور ادراک ہونا چاہیئے کہ افغانستان سے دہشت گردی پوری دنیا میں پھیلے گی، پاکستان میں دہشت گردی کیخلاف کوئی ابہام نہیں ہے، پاکستان دہشت گردی کیخلاف ایسی جنگ لڑ رہا ہے جو اس کی بقا کی جنگ ہے۔ مشیر وزیراعظم برائے سیاسی امور کہتے ہیں کہ پاکستانی قوم دہشت گردی کیخلاف روز جانوں کے نذرانے پیش کر رہی ہے، دہشت گردوں کے ساتھ کوئی سیاسی مذاکرات نہیں ہوں گے، دہشت گردوں کا قلع قمع کیا جائے گا اور ملک کو ان سے صاف کیا جائے گا، ملک دشمن عناصر معاشرے کو تقسیم کرنے کی باتیں کرتے ہیں، کلبھوشن کے سرپرست جیسے عناصر ملک دشمنی میں ملوث ہیں۔ سیاسی صورتحال پر رانا ثناءاللہ نے کہا کہ حکومت نے کب گرینڈ ڈائیلاگ کرنے سے انکار کیا؟ ہم تو سب کو کہتے ہیں کسی کو مسائل ہیں تو آئیں بیٹھ کر بات کریں، ہم پیپلز پارٹی کے ساتھ ہیں اور وہ ہمارے ساتھ ہیں، ہم اسی تنخواہ پر کام کریں گے، خدا خدا کر کے ملک استحکام کی طرف جا رہا ہے، ملک کو بڑی مشکل سے ڈیفالٹ سے باہر نکالا ہے، مولانا فضل الرحمان آئین و قانون کے دائرے میں اپوزیشن کا کردار ادا کریں گے۔ ان کا کہنا ہے کہ ملک کی بہتری یہی ہے کہ معاملات اسی انداز سے چلیں، اتحادی جماعتیں اور دوسرے ادارے ملک کی بہتری کیلئے کام کر رہے ہیں، 1991ء کے ریکارڈ کے مطابق ہر صوبے کا پانی مقرر ہے، کسی جگہ پر کوئی کوتاہی ہے تو اسے دور کرنا چاہیئے، پنجاب اپنے حصے کے علاوہ ایک قطرہ پانی سندھ کا نہیں لیتا، پیپلز پارٹی کے ساتھ معاملات کو سلجھائیں گے۔	[867, 45, 1033, 530]
continuation-block-header	[695, 163, 861, 182]
court-notice-footer	[182, 1500, 338, 1511]
newspaper-column-col-4	[518, 43, 691, 2557]
block-number: 46	[178, 974, 214, 990]
notice-date: 13-3-2025	[9, 1402, 165, 1430]
block-number: 49	[6, 315, 42, 331]
page-title: روزنامہ وفاق(3)7مارچ2025ء	[582, 4, 800, 22]
continuation-block-header	[4, 490, 170, 509]
story-text: نے وزیراعظم کے اعتماد پر پورا اترنے کے عزم کا اظہار کیا۔	[349, 640, 515, 664]
block-number: 9	[1041, 2091, 1077, 2107]
continuation-block-header	[522, 330, 688, 349]
court-notice	[349, 847, 515, 1111]
block-number: 45	[178, 925, 214, 941]
story-text: ممالک کی بحری افواج نے حصہ لیا۔ پاک بحریہ کی بین الاقوامی بحری مش میں فعال شرکت علاقائی امن و استحکام کیلئے عزم کا مظہر ہے، مشق کا آغاز فلیٹ ریویو سے ہوا جہاں پی این ایس اصلت نے دیگر جنگی جہازوں کے ساتھ باہمی تعاون اور بحری صلاحیتوں کا مظاہرہ کیا	[4, 611, 170, 700]
baqia-tag: بقیہ	[656, 1096, 686, 1112]
court-notice	[177, 1519, 343, 1831]
continuation-block-header	[1212, 48, 1378, 67]
page-columns	[1, 43, 1381, 2557]
baqiajaat-label: بقیہ جات	[238, 698, 287, 711]
court-seal-label: مہر عدالت	[454, 1398, 504, 1410]
newspaper-column-col-1	[1, 43, 173, 2557]
baqia-tag: بقیہ	[1001, 536, 1031, 552]
continuation-block-header	[177, 99, 343, 118]
court-seal-label: مہر عدالت	[281, 2133, 332, 2145]
block-number: 36	[351, 304, 387, 320]
notice-date: 7-3-2025	[430, 1325, 486, 1339]
block-number: 18	[696, 456, 732, 472]
baqia-tag: بقیہ	[138, 214, 168, 230]
story-text: رہا تھا کہ دہشت گردی ہے لیکن کوئی مان نہیں رہا تھا۔ انہوں نے کہا کہ ڈی آئی خان سے کوہاٹ اور کرم تک ساری صورتحال آپ کے سامنے ہے، صوبائی حکومت کئی مہینوں سے 25 کلومیٹر روڈ نہیں کھول سکی، ان کی سنجیدگی نہیں، وزیراعظم سے میری بات ہوئی، انہوں نے کہا ہے کہ پشاور آئیں گے	[4, 334, 170, 436]
story-text: کے مطابق حادثے میں زخمی ہونے والے تمام بچوں کا تعلق مہاجر بازار کے علاقے سے ہے۔ زخمی بچوں کو طبی امداد کے لیے جی ایم سی اسپتال منتقل کر دیا گیا ہے۔ ریسکیو ذرائع کا کہنا ہے کہ اسکول کے بچوں کو معمولی چوٹیں آئیں، تاہم ان کی حالت خطرے سے باہر ہے	[694, 1820, 861, 1909]
block-number: 15	[869, 2129, 905, 2145]
court-notice-header: بعدالت جناب شبیر حسین صاحب سول جج درجہ اول ماڈل ٹاؤن کچہری لاہور۔	[356, 1423, 508, 1503]
continuation-block-header	[349, 669, 515, 688]
baqiajaat-label: بقیہ جات	[411, 217, 459, 230]
court-notice-header: بعدالت جناب نور احمد صاحب سول جج فیملی ڈویژن پاکپتن شریف	[356, 853, 508, 912]
baqia-tag: بقیہ	[829, 1027, 859, 1043]
continuation-block-header	[1212, 558, 1378, 577]
baqiajaat-label: بقیہ جات	[65, 492, 114, 505]
continuation-text: پلان پر مذاکرات جاری ہیں، مہنگائی، خطے کے دیگر ممالک سے موازنہ، پوٹینشل اکاؤنٹس پر مذاکرات کے جا رہے ہیں، لیبر فورس سروے، فیملی بجٹ سروے، لیونگ سٹینڈرڈ پر مذاکرات میں رپورٹس کا جائزہ لیا گیا، آئی ایم ایف وفد سے بجلی وگیس ٹیرف اور گردشی قرضہ پر بھی اہم مذاکرات ہوئے ہیں۔ آج سرکاری افسران کے اثاثوں کو ڈیکلیئر کرنے کیلئے مسودے پر مذاکرات ہوں گے جس میں سرکاری افسران کے اثاثے ڈیکلیئر کرنے کا تیار ڈرافٹ عالمی مالیاتی فنڈ (آئی ایم ایف) کو دیا جائے گا۔	[349, 45, 515, 210]
court-notice	[4, 1213, 170, 1478]
baqiajaat-label: بقیہ جات	[583, 1593, 632, 1606]
continuation-block-header	[695, 2217, 861, 2236]
story-text: زیر استعمال کار بھی پولیس تحویل میں لے لی گئی۔ منشیات فروش عطاء الرحمان سے 10 کلو چرس برآمد کر کے مقدمہ درج کر لیا گیا۔ ایس پی ماڈل ٹاؤن اخلاق تارڑ نے کہا کہ منشیات فروشوں کے خلاف انٹیلی جنس بیسڈ کارروائیاں جاری ہیں۔	[4, 233, 170, 309]
continuation-block-header	[4, 314, 170, 333]
court-notice-footer	[9, 1812, 165, 1823]
continuation-block-header	[349, 493, 515, 512]
block-number: 10	[1041, 2268, 1077, 2284]
court-notice-body: مہر دین ہزاری بنام یوفون پاک ٹیلی کام موبائل لمیٹڈ وغیرہ۔ اشتہار بنام یوفون ٹیلی کام موبائل لمیٹڈ برنس سنٹر گلبرگ 04-01 لاہور بذریعہ چیف ایگزیکٹو، خدیجہ عزت زوجہ عبداللہ سکنہ مکان نمبر 59/A گلی نمبر 2 کیولری گراؤنڈ لاہور کینٹ۔ ہرگاہ مقدمہ عنوان بالا میں مدعا علیہ تعمیل سمن سے گریزاں ہے، ان کی تعمیل آسان طریقہ سے ہونا مشکل ہے لہٰذا بذریعہ اخبار اشتہار مدعا علیہ کو مطلع کیا جاتا ہے کہ آپ بتقرر 10-3-2025 بوقت 8 بجے صبح اصالتاً یا وکالتاً حاضر عدالت ہوں۔ بصورت دیگر کارروائی حسب ضابطہ عمل میں لائی جائے گی بعد میں کوئی عذر قابل قبول نہ ہوگا۔	[354, 1520, 510, 1736]
baqiajaat-label: بقیہ جات	[583, 638, 632, 651]
baqia-tag: بقیہ	[1347, 1683, 1377, 1699]
block-number: 4	[1214, 1683, 1250, 1699]
baqia-tag: بقیہ	[829, 165, 859, 181]
story-text: پر کال کر کے بتایا کہ ملزم نے اپنی اہلیہ پر وحشیانہ تشدد کیا ہے، اس کے سر کے بال مونڈ دیے ہیں۔ متاثرہ خاتون کے بھائی نے 15 ایمرجنسی ہیلپ لائن پر کال کر کے پولیس کی مدد طلب کی، جس پر ڈسٹرکٹ ویمن پولیس اسٹیشن نے فوری کارروائی کرتے ہوئے متعلقہ پولیس کو موقع پر روانہ کیا۔ ابتدائی معلومات کے مطابق معمولی گھریلو تنازع پر شوہر نے بیوی کو گالیاں دیں، تشدد کیا اور سر کے بال کاٹ دیے۔ پولیس نے موقع پر پہنچ کر خاتون کو تحفظ فراہم کیا اور ملزم کو گرفتار کر کے مقدمہ درج کرنے کے بعد مزید قانونی کارروائی شروع کر دی ہے۔ ترجمان سیف سٹیز کا کہنا ہے کہ خواتین گھریلو تشدد و ہراسگی کی صورت میں فوری 15 ڈائل کریں اور ویمن پولیس اسٹیشن سے مدد حاصل کریں	[694, 1300, 861, 1517]
baqiajaat-label: بقیہ جات	[756, 457, 805, 470]
story-text: ہوئے۔ یہ فیصلہ ٹرمپ کی 2017 میں عائد کردہ متنازع مسلم بین کی یاد دلاتا ہے، جسے سپریم کورٹ نے 2018 میں برقرار رکھا تھا۔ تاہم سابق صدر جو بائیڈن نے 2021 میں اس پابندی کو ختم کر دیا تھا اور اسے قومی ضمیر پر ایک بدنما داغ قرار دیا تھا۔ اس پابندی کے باعث ہزاروں افغان شہری متاثر ہو سکتے ہیں جو امریکہ میں بطور مہاجر یا اسپیشل امیگرنٹ ویزا ہولڈرز آباد ہونے کے منتظر ہیں۔ ان میں وہ افراد شامل ہیں جو امریکی افواج کے لیے کام کر چکے ہیں اور طالبان کے انتقام کا خطرہ رکھتے ہیں۔ ذرائع کے مطابق پاکستان کا نام بھی اس فہرست میں شامل کیے جانے کا امکان ہے جس سے شہریوں کے لیے امریکہ میں داخلہ مزید مشکل ہو جائے گا۔ ٹرمپ نے 20 جنوری کو ایک ایگزیکٹو آرڈر جاری کیا تھا جس کے تحت غیر ملکیوں کی سکیورٹی جانچ پڑتال مزید سخت کرنے کا حکم دیا گیا تھا۔ اس حکم کے تحت 12 مارچ تک ایک فہرست مرتب کی جا رہی ہے، جس میں ان ممالک کو شامل کیا جا رہا ہے جہاں ویزا اسکریننگ اور سکیورٹی چیک کمزور سمجھے جاتے ہیں۔ افغان ایوک تنظیم کے سربراہ شون وان ڈائیور نے خبردار کیا ہے کہ امریکی ویزا رکھنے والے افغان شہری ممکن ہو تو جلد از جلد سفر کریں، کیونکہ آنے والے دنوں میں سفری پابندیاں مزید سخت ہو سکتی ہیں۔ فی الحال 200000 افغان شہری امریکی ویزا کلیئرنس کے منتظر ہیں، جن میں سے 20000 پاکستانی سرزمین پر موجود ہیں۔ یہ نئی سفری پابندی ٹرمپ کے امیگریشن تحقیقوں کے دوسرے دور کا حصہ ہے، جس کا اعلان انہوں نے اکتوبر 2023 میں کیا تھا، جس میں غزہ، لیبیا، صومالیہ، شام، یمن اور دیگر ممالک سے امریکہ آنے والوں پر سخت پابندی کا عندیہ دیا گیا تھا	[867, 1142, 1033, 1640]
block-number: 28	[696, 2219, 732, 2235]
continuation-text: ڈھالے سے سرمایہ کاری کے نئے مواقع پیدا ہوں گے، ترقی کا استحکام ممکن ہوگا اور مقامی دودھ کے پیداواری شعبے کی عالمی مارکیٹ میں مسابقت بڑھے گی۔	[176, 45, 343, 95]
continuation-block-header	[4, 867, 170, 886]
baqia-tag: بقیہ	[138, 101, 168, 117]
court-notice-header: بعدالت جناب شاہ نواز صاحب سول جج/فیملی جج سرگودھا۔	[10, 923, 163, 982]
continuation-text: شعبے میں نمایاں اور شاندار کارکردگی کا بھی مظاہرہ کر رہی ہے اور ہمارے قائد عمران خان کی ہدایت کے تحت عوام کو ترقی اور خوشحالی سے ہمکنار کرنے کے لئے بھرپور اقدامات جاری ہیں انہوں نے کہا کہ ڈرگ فری پشاور مہم کے ذریعے معاشرے کے نظر انداز کیے گئے افراد کو دوبارہ قومی دھارے میں شامل کرنے کی عملی کوشش کی جاری ہے	[694, 45, 861, 159]
court-notice-footer	[182, 2133, 338, 2144]
baqia-tag: بقیہ	[138, 819, 168, 835]
baqia-tag: بقیہ	[1174, 622, 1204, 638]
baqiajaat-label: بقیہ جات	[65, 442, 114, 455]
baqia-tag: بقیہ	[138, 869, 168, 885]
continuation-block-header	[695, 2116, 861, 2135]
story-text: رہی، تمام داخلی اور خارجی راستوں پر چیکنگ کی گئی یاد رہے کہ دھماکوں میں 13 افراد جاں بحق اور 41 زخمی ہو گئے تھے۔	[176, 120, 343, 170]
continuation-text: پاکستانی حکام اور عوام کو مبارکباد دی۔ انہوں نے کہا کہ امارات کے ولی عہد کے دورہ پاکستان کے خوش آئند نتائج کو بھی سراہا گیا جبکہ گفتگو کے دوران دونوں ممالک کے مابین مختلف شعبہ جات میں دو طرفہ تعاون کے فروغ کا اعادہ کیا گیا۔	[1039, 45, 1206, 120]
story-text: الیکشن کمیشن نے دو امیدواروں کی درخواستیں مسترد کرتے ہوئے ان کی رکنیت بحال کرنے کا حکم دے دیا۔ میڈیا رپورٹ کے مطابق پی پی 45 میں ری پولنگ میں مبینہ دھاندلی کے معاملے میں الیکشن کمیشن نے محفوظ شدہ فیصلہ سنا دیا، الیکشن کمیشن نے جے یو آئی (ف) کے امیدوار میر محمد عثمان پیرکانی کی درخواست مسترد کر دی۔ پی پی 45 سے پیپلز پارٹی کے امیدوار علی مدد جتک کامیاب قرار پائے تھے ان کے خلاف نصراللہ بڑیچ کی درخواست بھی مسترد ہو گئی، الیکشن کمیشن نے دونوں درخواست گزاروں کو الیکشن ٹریبونل سے رجوع کرنے کی ہدایت کر دی۔ الیکشن کمیشن نے فیصلے میں کہا کہ انتخابات کے نتائج مرتب کرنے میں بے ضابطگیوں سے متعلق فورم سے رجوع کیا جائے، انتخابی عذر داریوں سے متعلق الیکشن ٹریبونلز موجود ہیں۔ امیدوار نصراللہ بڑیچ نے 15 جنوری کو 15 پولنگ اسٹیشن پر پولنگ کو کالعدم قرار دینے کی درخواست دی تھی اسی طرح عثمان پیرکانی نے پی پی 45 کے نتائج مرتب کرنے کے عمل کے خلاف الیکشن کمیشن میں درخواست دائر کی تھی۔	[521, 1267, 688, 1586]
baqia-tag: بقیہ	[829, 1523, 859, 1539]
court-notice-body: اشتہار بنام اعجاز احمد ولد محمد شفیع ساکن حویلی لکھا تحصیل دیپالپور ضلع اوکاڑہ۔ ہرگاہ مقدمہ عنوان بالا میں مدعا علیہ تعمیل سمن سے گریزاں ہے، ان کی تعمیل آسان طریقہ سے ہونا مشکل ہے لہٰذا بذریعہ اخبار اشتہار مدعا علیہ کو مطلع کیا جاتا ہے کہ آپ بتقرر 8-3-2025 بوقت 9 بجے صبح اصالتاً یا وکالتاً حاضر عدالت ہوں۔ بصورت دیگر کارروائی حسب ضابطہ عمل میں لائی جائے گی بعد میں کوئی عذر قابل قبول نہ ہوگا۔	[354, 929, 510, 1090]
baqiajaat-label: بقیہ جات	[1274, 1020, 1323, 1033]
baqiajaat-label: بقیہ جات	[756, 1916, 805, 1929]
baqia-tag: بقیہ	[829, 2118, 859, 2134]
notice-date: 10-03-25	[251, 1212, 307, 1226]
baqia-tag: بقیہ	[311, 697, 341, 713]
court-seal-label: مہر عدالت	[109, 1463, 159, 1475]
notice-date: 10-3-2025	[424, 1668, 487, 1682]
story-text: صورتحال کا بھی جائزہ لیا۔ مریضوں نے وزیراعلیٰ پنجاب کے ساتھ گفتگو میں شکایات کے انبار لگا دیے۔ مریضوں کے تیمارداروں نے سرنج اور برنولا وغیرہ تک ملنے کے بارے میں بتایا۔ وزیراعلیٰ مریم نواز شریف نے رک کر انتظار گاہ اور راستے میں کھڑے مریضوں اور لواحقین کی شکایات سنیں، معصوم بچی نے وزیراعلیٰ کو بتایا کہ ماں بیمار ہے، رات بھر دوائیوں کیلئے بھاگ دوڑ کرتے رہے ہیں، جس پر وزیراعلیٰ مریم نواز نے شدید ناراضگی کا اظہار کیا، کارڈیالوجی وارڈ میں کیئر سے کھوٹے پائے جانے کی شکایات پر مریم نواز مزید برہم ہوگئیں	[694, 1934, 861, 2112]
baqiajaat-label: بقیہ جات	[65, 870, 114, 883]
court-sign-label: دستخط حاکم	[15, 1463, 77, 1475]
continuation-block-header	[695, 1280, 861, 1299]
newspaper-column-col-6	[863, 43, 1036, 2557]
story-text: ملز ایسوسی ایشن آپٹا کے وفد کے ساتھ ملاقات میں کہی، چیئرمین کامران ارشد وفد کی قیادت کر رہے تھے۔ اجلاس میں چیئرمین فیڈرل بورڈ آف ریونیو، سیکریٹری وزارت تجارت اور وزارت خزانہ و ایف بی آر کے دیگر اعلیٰ حکام بھی شریک تھے۔ وزیر خزانہ نے حکومت کی جانب سے ٹیکسٹائل صنعت کو ہر ممکن سہولت فراہم کرنے کے عزم کا اعادہ کیا۔ وزیر خزانہ نے کہا کہ ٹیکسٹائل انڈسٹری ملکی معیشت میں ریڑھ کی ہڈی کی حیثیت رکھتی ہے، حکومت ٹیکسٹائل انڈسٹری کی معیشت میں کلیدی حیثیت کو تسلیم کرتی ہے اور اس شعبے کے تمام مسائل کو سنجیدگی سے حل کرنے کے لیے پر عزم ہے۔ انہوں نے کہا کہ صنعتی ترقی کے لیے موزوں ماحول کی فراہمی، معیشت اور ملکی ترقی کے لیے درپیش چیلنجز پر قابو پانا ضروری ہے اور حکومت اس مقصد کے لیے بھرپور اقدامات کر رہی ہے۔ وفد نے توانائی، ٹیکس اور مالیاتی معاملات سے متعلق کئی اہم مسائل پر تفصیلی پریزنٹیشن پیش کی۔ انہوں نے حکومت سے ٹیکسٹائل انڈسٹری کے طویل مدتی استحکام اور ترقی کے لیے مختلف تجاویز بھی دیں جن میں کاروباری لاگت میں کمی، توانائی کی مناسب قیمتوں کی فراہمی اور فنانسنگ سے متعلق سہولیات شامل تھیں۔ وزیر خزانہ نے وفد کے رہنماؤں کو یقین دلایا کہ حکومت ان کی سفارشات پر تفصیلی غور کرے گی اور قابل عمل تجاویز کو وفاقی بجٹ میں شامل کیا جائے گا۔ انہوں نے کہا کہ حکومت صنعتوں کے ساتھ مشاورتی عمل کو اہمیت دیتی ہے اور اگر موجودہ پالیسی فریم ورک میں کوئی خامیاں ہیں تو انہیں دور کیا جائے گا، ٹیکس ریفنڈز کی بروقت ادائیگی پر حکومت کا شکریہ ادا کیا اور باقی ماندہ واجبات کی ادائیگی میں مزید تعاون کی درخواست کی۔ وزیر خزانہ نے کہا کہ حکومت صنعتی شعبے کے مسائل کو اولین ترجیح دے رہی ہے اور بجٹ میں تمام متعلقہ شراکت داروں کی آراء کو شامل کر کے ان کے خدشات کو موثر طریقے سے حل کیا جائے گا۔ انہوں نے مزید کہا کہ حکومت اس شعبے اور صنعتی نمائندوں کے ساتھ قریبی مشاورت جاری رکھے گی تاکہ معیشت کو ترقی کی راہ پر گامزن کیا جا سکے اور صنعتی ترقی کو درپیش رکاوٹوں کو ختم کیا جا سکے۔	[1212, 1038, 1378, 1677]
strip-fragment-3: کے بارے میں دریافت کیا اس موقع پر صوبائی وزیر	[384, 28, 615, 39]
continuation-block-header	[695, 454, 861, 473]
block-number: 53	[6, 705, 42, 721]
baqiajaat-label: بقیہ جات	[929, 2130, 977, 2143]
story-text: جس میں صوبے میں جاری اور مجوزہ آبی منصوبوں پر تفصیلی تبادلہ خیال کیا گیا۔ خیبر پختونخوا اسمبلی میں پیپلز پارٹی کے پارلیمانی لیڈر احمد کریم کنڈی بھی اس موقع پر موجود تھے، ملاقات کے دوران چشمہ لفٹ کینال، گومل زام، ٹانک زام، شیخ حیدر زام، مہمند ڈیم اور داسو ڈیم جیسے اہم منصوبوں پر پیش رفت کا جائزہ لیا گیا۔ گورنر خیبر پختونخوا نے چشمہ لفٹ کینال منصوبے کو خصوصی اہمیت کا حامل قرار دیتے ہوئے کہا کہ اس منصوبے کی تکمیل سے صوبے میں زرعی انقلاب آئے گا۔ انہوں نے اس منصوبے کے جلد افتتاح کو یقینی بنانے پر زور دیا اور کہا کہ اس سے نہ صرف زراعت کو فروغ ملے گا بلکہ لاکھوں کسانوں کی زندگیاں بھی بہتر ہوں گی۔ انہوں نے چشمہ لفٹ کینال منصوبہ کے حوالہ سے دلچسپی لینے پر وزیراعظم پاکستان محمد شہباز شریف، چیئرمین بلاول بھٹو زرداری، واپڈا کے وفاقی وزیر اور بالخصوص چیئرمین واپڈا کا خصوصی شکریہ ادا کیا۔ اس موقع پر گورنر فیصل کریم کنڈی نے خیبر پختونخوا میں سمال ڈیمز کی تعمیر کو انتہائی ضروری قرار دیا، انہوں نے کہا کہ سمال ڈیمز کی تعمیر سے صوبے میں پانی کے ذخائر میں اضافہ ہوگا، جس سے زرعی ترقی اور عوامی خوشحالی یقینی بنائی جا سکتی ہے۔ چیئرمین واپڈا نے گورنر کو ان منصوبوں پر جاری کام کی پیش رفت سے آگاہ کیا اور یقین دہانی کرائی کہ تمام منصوبوں کو مقررہ مدت میں مکمل کرنے کے لیے بھرپور اقدامات کیے جا رہے ہیں۔ انہوں نے کہا کہ ان آبی منصوبوں سے نہ صرف پانی کی قلت پر قابو پایا جا سکے گا بلکہ سستی بجلی کی پیداوار میں بھی اضافہ ہوگا، جو صنعتی و زرعی ترقی کے لیے اہم ثابت ہوگا۔ ملاقات میں اس بات پر اتفاق کیا گیا کہ صوبے میں پانی کے وسائل کے بہتر استعمال اور توانائی کے بحران کے حل کے لیے مربوط حکمت عملی اپنانا ضروری ہے، اس سلسلے میں وفاقی اور صوبائی سطح پر قریبی رابطہ رکھ کر منصوبوں کو بروقت مکمل کرنے پر بھی زور دیا گیا	[867, 555, 1033, 1117]
story-text: اسلام آباد کے سربراہ مولانا فضل الرحمان کو ہماری پارٹی اور ہمیں ان کی جماعت سے کچھ تحفظات ہیں جنہیں ہم دور کرنا چاہتے ہیں۔ وفاق دارالحکومت اسلام آباد میں میڈیا سے گفتگو کرتے ہوئے انہوں نے کہا کہ ہم بانی چیئرمین پی ٹی آئی عمران خان تک دونوں جماعتوں کا موقف پہنچائیں گے، ہم چاہتے ہیں مولانا فضل الرحمان اپوزیشن اتحاد میں شامل ہوں۔ ایک سوال کے جواب میں جنید اکبر نے کہا کہ ہم امریکہ سے بالکل امید نہیں لگا کے بیٹھے تھے، ہمیں بائیڈن انتظامیہ کے کردار پر تحفظات تھے اور ہم مزاحمت کی سیاست بھی نہیں کرنا چاہتے لیکن ہمیں ایسا کرنے پر مجبور کیا گیا ہے، ورنہ ہم تو سیاسی لوگ ہیں جو سیاسی ڈائیلاگ پر یقین رکھتے ہیں لیکن جب ہمیں سیاسی سرگرمی ہی نہیں کرنے دیں گے تو پھر ہم سے کیا امید رکھیں گے۔ ادھر پی ٹی آئی رہنما اور اپوزیشن لیڈر عمر ایوب نے دعویٰ کیا ہے کہ اپوزیشن الائنس میں موجود تمام پارٹیاں ایک پیج پر آ رہی ہیں، اپوزیشن کی سیاسی پارٹیوں کا ایک ہی ہدف ہے کہ ملک میں آئین و قانون کی بالادستی ہونی چاہیئے، عدالتیں فیصلے میرٹ پر کریں گی تو ملک میں خوشحالی آئے گی، اس وقت اشیائے خورد و نوش کی قیمتیں آسمان سے باتیں کر رہی ہیں، بجلی و گیس کی قیمتوں میں بہت زیادہ اضافہ ہو چکا ہے، ملک میں کاروبار سکڑ چکا ہے۔ انہوں نے کہا کہ ملک میں دہشت گردی بڑھ رہی ہے، انٹیلی جنس ایجنسیز کا جو کام ہے وہ نہیں کر رہیں، ہمارے نوجوان سپاہی و افسران شہید ہو رہے ہیں، پاکستان میں تقریباً 13 انٹیلی جنس ایجنسیز موجود ہیں، ان ایجنسیز کے تمام لوگوں کا ایک ہی مقصد پی ٹی آئی کے لوگوں کے خلاف کیسز بنانا ہے، جہاں دہشت گردی ہو رہی ہے وہاں انٹیلی جنس ایجنسیز کے لوگوں کا کورٹ مارشل ہونا چاہیئے۔ اپوزیشن لیڈر قومی اسمبلی کا کہنا ہے کہ زرداری اور بلاول سندھ کے عوام کے ساتھ دھوکہ کرنے جا رہے ہیں، یہ لوگ سندھ کا پانی بیچنے جا رہے ہیں، پیکا ایکٹ پر بلاول گر مجھ کے آنسو رو رہا ہے حالاں کہ یہ خود اس میں ملوث تھا اور شہباز شریف تو ویسے ہی ہر وقت بوٹ پالش کے چکر میں ہوتا ہے۔	[1039, 641, 1206, 1242]
newspaper-column-col-7	[1036, 43, 1209, 2557]
baqiajaat-label: بقیہ جات	[929, 1647, 977, 1660]
baqia-tag: بقیہ	[483, 216, 513, 232]
story-text: کا سب سے بڑا شکار ہیں۔ انہوں نے کہا کہ اگر ہم نے دہشتگردوں کو امریکا کے حوالے کیا تو کیا ہوا، دہشتگردی کے خلاف پاکستان فرنٹ لائن پر لڑ رہا ہے۔ افغانستان میں امریکا نے ہائی ٹیک اسلحہ چھوڑا، امریکا کہہ رہا ہے کہ اسلحہ واپس لے رہا ہے تو اچھی بات ہے۔ امریکی اسلحے سے دہشتگردی میں اضافہ ہوا، وزیر دفاع نے کہا کہ سیاسی مخالفین نے مفاہمت کی کوئی بات کی؟ تین چار مرتبہ حملے کر چکے ہیں اور عید کے بعد دوبارہ حملے کہہ رہے ہیں، اب مقامت کے بجائے مزاحمت کی سیاست ہوگی، کے پی حکومت دہشتگردی کے خلاف جنگ کا ملبہ خود بھی اٹھائے۔ پارا چنار کے حالات سب کے سامنے ہیں وہ تو ہمارے زیر انتظام نہیں۔ خواجہ آصف نے کہا کہ بانی پی ٹی آئی نے پہلے یہاں مخلوط بازی کی پھر عالمی درجہ پر، مخلوط کا حشر جو پہلے ہوا وہ اب ہوگا، بانی پی ٹی آئی کو کوئی سیاسی لوگ نہیں بلکہ جادوگر مشورہ دے سکتے ہیں۔ انہوں نے کہا کہ پروجیکٹ کو صوبے اور وفاق میں لانے کے بعد خیبر پختونخوا میں لوٹ مار کی گئی۔	[521, 1611, 688, 1917]
court-notice-header: بعدالت جناب سمیرا عالمگیر صاحبہ سول جج/جج فیملی کورٹ سوہاوہ	[192, 1525, 327, 1605]
court-notice-header: بعدالت جناب بلال افتخار صاحب سول جج وزیر آباد	[184, 1283, 335, 1342]
baqiajaat-label: بقیہ جات	[1101, 2269, 1150, 2282]
baqia-tag: بقیہ	[656, 1923, 686, 1939]
court-notice-subheader: دعویٰ استقرار حق وغیرہ۔	[367, 1506, 497, 1518]
block-number: 51	[6, 491, 42, 507]
court-notice-header: بعدالت جناب عقیل احمد صاحب سول جج/گارڈین جج بھوآنہ	[14, 1219, 160, 1278]
notice-date: 8-3-2025	[430, 1022, 486, 1036]
court-notice-subheader: دعویٰ تنسیخ نکاح برتنائے خلع	[361, 1204, 503, 1216]
baqia-tag: بقیہ	[656, 1592, 686, 1608]
baqiajaat-label: بقیہ جات	[756, 825, 805, 838]
baqia-tag: بقیہ	[138, 441, 168, 457]
continuation-block-header	[1040, 443, 1206, 462]
story-text: فنگر پرنٹس اور دیگر شواہد کی مدد سے تفتیش جاری ہے۔	[176, 993, 343, 1018]
story-text: مقدمہ درج کر کے تفتیش شروع کر دی گئی ہے۔	[4, 888, 170, 912]
baqiajaat-label: بقیہ جات	[65, 102, 114, 115]
story-text: ہو سکتی ہے۔ ادارے نے حکام اور عوام کو احتیاطی تدابیر اختیار کرنے اور مچھر کی افزائش کو روکنے کے لیے فوری اقدامات کرنے کی ہدایت کی ہے۔ قومی ادارہ صحت کے مطابق 2024 میں پاکستان میں 28427 ڈینگی کیسز رپورٹ ہوئے جو گزشتہ سال کے مقابلے میں نمایاں اضافہ ہے۔ ادارے نے خبردار کیا کہ اگر احتیاطی تدابیر نہ اپنائی گئیں تو مزید کیسز سامنے آ سکتے ہیں، ڈینگی کے شدید کیسز میں پلیٹلیٹس کی تعداد 10 ہزار سے کم ہونے پر مریض کو فوری اسپتال میں داخل کروانے کی ہدایت کی گئی ہے۔	[349, 323, 515, 488]
story-text: 10 کلو چرس برآمد کر کے مقدمہ درج کر لیا۔	[4, 460, 170, 485]
